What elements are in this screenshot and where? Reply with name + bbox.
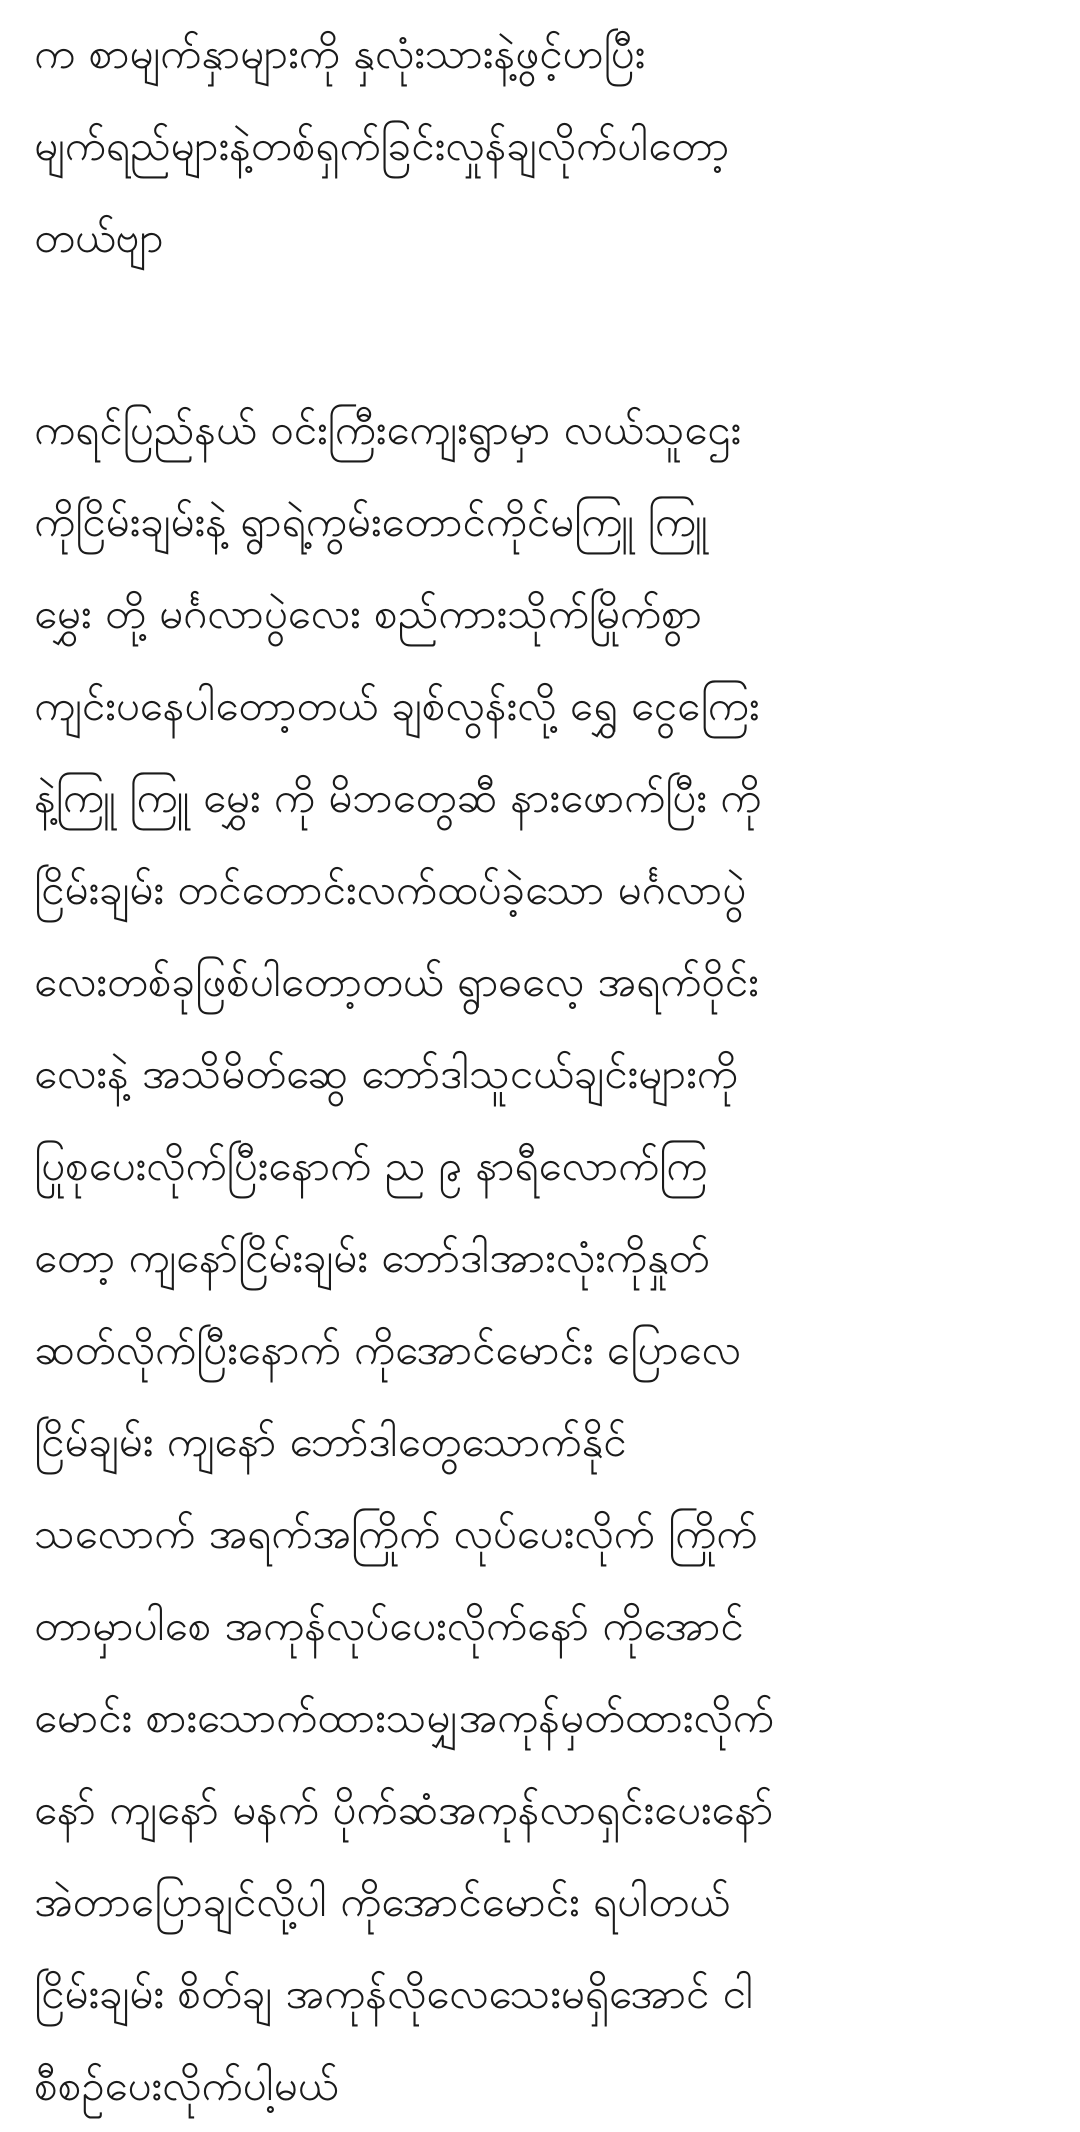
text-line: နော် ကျနော် မနက် ပိုက်ဆံအကုန်လာရှင်းပေးနော်: [34, 1785, 774, 1834]
text-line: ဆတ်လိုက်ပြီးနောက် ကိုအောင်မောင်း ပြောလေ: [34, 1325, 741, 1374]
text-line: ပြုစုပေးလိုက်ပြီးနောက် ည ၉ နာရီလောက်ကြ: [34, 1141, 708, 1190]
text-line: အဲတာပြောချင်လို့ပါ ကိုအောင်မောင်း ရပါတယ်: [34, 1877, 730, 1926]
text-line: မျက်ရည်များနဲ့တစ်ရှက်ခြင်းလှုန်ချလိုက်ပါတော့: [34, 121, 730, 170]
paragraph-gap: [34, 284, 1054, 384]
article-body: [34, 8, 1054, 2132]
text-line: တာမှာပါစေ အကုန်လုပ်ပေးလိုက်နော် ကိုအောင်: [34, 1601, 744, 1650]
text-line: ငြိမ်ချမ်း ကျနော် ဘော်ဒါတွေသောက်နိုင်: [34, 1417, 627, 1466]
text-line: မွှေး တို့ မင်္ဂလာပွဲလေး စည်ကားသိုက်မြိုက်စွာ: [34, 589, 702, 638]
text-line: စီစဉ်ပေးလိုက်ပါ့မယ်: [34, 2061, 339, 2110]
text-line: ကျင်းပနေပါတော့တယ် ချစ်လွန်းလို့ ရွှေ ငွေကြေး: [34, 681, 760, 730]
text-line: ကိုငြိမ်းချမ်းနဲ့ ရွာရဲ့ကွမ်းတောင်ကိုင်မကြူ ကြူ: [34, 497, 708, 546]
paragraph-2: [34, 384, 1054, 2132]
text-line: ငြိမ်းချမ်း တင်တောင်းလက်ထပ်ခဲ့သော မင်္ဂလာပွဲ: [34, 865, 747, 914]
text-line: သလောက် အရက်အကြိုက် လုပ်ပေးလိုက် ကြိုက်: [34, 1509, 758, 1558]
text-line: နဲ့ကြူ ကြူ မွှေး ကို မိဘတွေဆီ နားဖောက်ပြီး ကို: [34, 773, 762, 822]
text-line: တယ်ဗျာ: [34, 213, 164, 262]
text-line: လေးနဲ့ အသိမိတ်ဆွေ ဘော်ဒါသူငယ်ချင်းများကို: [34, 1049, 738, 1098]
text-line: တော့ ကျနော်ငြိမ်းချမ်း ဘော်ဒါအားလုံးကိုနှုတ်: [34, 1233, 710, 1282]
text-line: ကရင်ပြည်နယ် ဝင်းကြီးကျေးရွာမှာ လယ်သူဌေး: [34, 405, 742, 454]
text-line: က စာမျက်နှာများကို နှလုံးသားနဲ့ဖွင့်ဟပြီး: [34, 29, 646, 78]
paragraph-1: [34, 8, 1054, 284]
text-line: မောင်း စားသောက်ထားသမျှအကုန်မှတ်ထားလိုက်: [34, 1693, 774, 1742]
text-line: လေးတစ်ခုဖြစ်ပါတော့တယ် ရွာဓလေ့ အရက်ဝိုင်း: [34, 957, 759, 1006]
text-line: ငြိမ်းချမ်း စိတ်ချ အကုန်လိုလေသေးမရှိအောင် ငါ: [34, 1969, 754, 2018]
